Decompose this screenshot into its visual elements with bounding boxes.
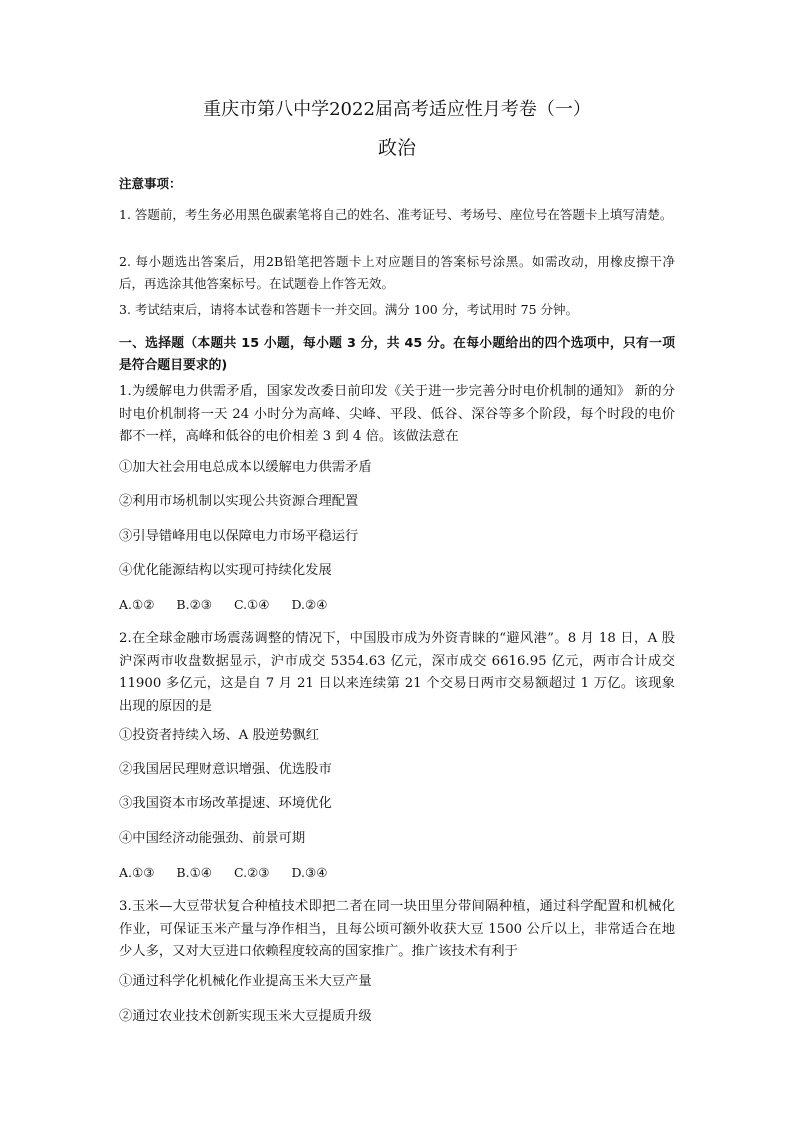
exam-title: 重庆市第八中学2022届高考适应性月考卷（一） bbox=[203, 99, 591, 120]
section-heading: 一、选择题（本题共 15 小题，每小题 3 分，共 45 分。在每小题给出的四个选项中，只有一项是符合题目要求的) bbox=[119, 336, 675, 373]
answer-d: D.③④ bbox=[291, 865, 328, 880]
question-1-option-2: ②利用市场机制以实现公共资源合理配置 bbox=[119, 494, 359, 509]
answer-a: A.①② bbox=[119, 597, 155, 612]
exam-subject: 政治 bbox=[377, 137, 416, 159]
question-3-stem: 3.玉米—大豆带状复合种植技术即把二者在同一块田里分带间隔种植，通过科学配置和机械化作业，可保证玉米产量与净作相当，且每公顷可额外收获大豆 1500 公斤以上，非常适合在地少人多，又对大豆进口依赖程度较高的国家推广。推广该技术有利于 bbox=[119, 899, 675, 959]
question-1-answers bbox=[119, 595, 345, 615]
question-2-option-2: ②我国居民理财意识增强、优选股市 bbox=[119, 762, 332, 777]
answer-b: B.②③ bbox=[176, 597, 212, 612]
question-3-option-1: ①通过科学化机械化作业提高玉米大豆产量 bbox=[119, 974, 372, 989]
notice-item-2: 2. 每小题选出答案后，用2B铅笔把答题卡上对应题目的答案标号涂黑。如需改动，用橡皮擦干净后，再选涂其他答案标号。在试题卷上作答无效。 bbox=[119, 254, 675, 291]
notice-item-1: 1. 答题前，考生务必用黑色碳素笔将自己的姓名、准考证号、考场号、座位号在答题卡上填写清楚。 bbox=[119, 207, 673, 222]
question-2-answers bbox=[119, 863, 345, 883]
question-2-stem: 2.在全球金融市场震荡调整的情况下，中国股市成为外资青睐的“避风港”。8 月 18 日，A 股沪深两市收盘数据显示，沪市成交 5354.63 亿元，深市成交 6616.95 亿元，两市合计成交 11900 多亿元，这是自 7 月 21 日以来连续第 21 个交易日两市交易额超过 1 万亿。该现象出现的原因的是 bbox=[119, 631, 675, 714]
question-2-option-1: ①投资者持续入场、A 股逆势飘红 bbox=[119, 728, 319, 743]
question-2-option-3: ③我国资本市场改革提速、环境优化 bbox=[119, 796, 332, 811]
answer-d: D.②④ bbox=[291, 597, 328, 612]
answer-c: C.①④ bbox=[233, 597, 270, 612]
notice-heading: 注意事项： bbox=[119, 176, 182, 191]
question-1-option-3: ③引导错峰用电以保障电力市场平稳运行 bbox=[119, 529, 359, 544]
question-1-stem: 1.为缓解电力供需矛盾，国家发改委日前印发《关于进一步完善分时电价机制的通知》 新的分时电价机制将一天 24 小时分为高峰、尖峰、平段、低谷、深谷等多个阶段，每个时段的电价都不一样，高峰和低谷的电价相差 3 到 4 倍。该做法意在 bbox=[119, 384, 675, 444]
answer-c: C.②③ bbox=[233, 865, 270, 880]
answer-b: B.①④ bbox=[176, 865, 212, 880]
question-2-option-4: ④中国经济动能强劲、前景可期 bbox=[119, 831, 306, 846]
question-3-option-2: ②通过农业技术创新实现玉米大豆提质升级 bbox=[119, 1009, 372, 1024]
question-1-option-4: ④优化能源结构以实现可持续化发展 bbox=[119, 563, 332, 578]
question-1-option-1: ①加大社会用电总成本以缓解电力供需矛盾 bbox=[119, 460, 372, 475]
notice-item-3: 3. 考试结束后，请将本试卷和答题卡一并交回。满分 100 分，考试用时 75 分钟。 bbox=[119, 302, 579, 317]
answer-a: A.①③ bbox=[119, 865, 155, 880]
